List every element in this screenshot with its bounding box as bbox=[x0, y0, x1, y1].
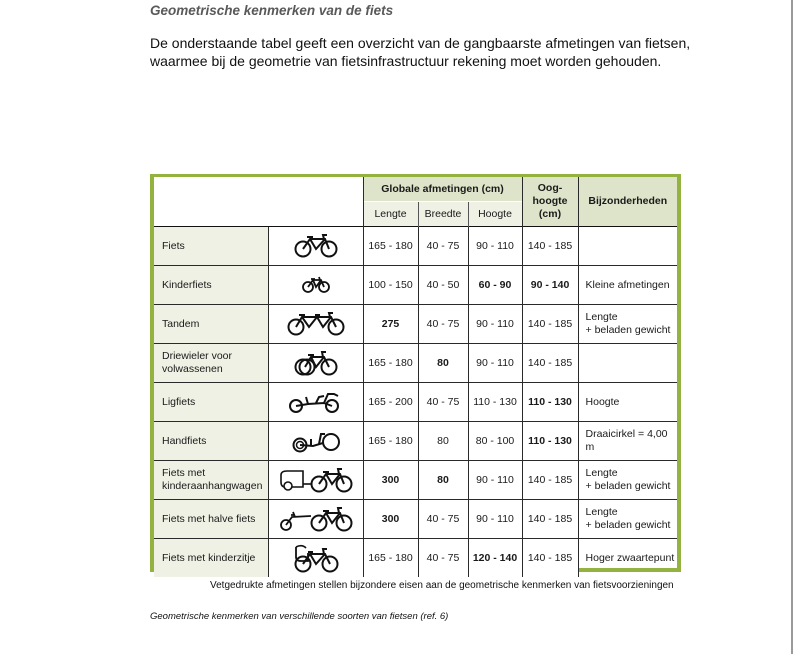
bicycle-with-child-seat-icon bbox=[268, 539, 363, 578]
cell-length: 165 - 200 bbox=[363, 383, 418, 422]
table-row bbox=[154, 539, 677, 578]
cell-height: 90 - 110 bbox=[468, 461, 522, 500]
intro-paragraph: De onderstaande tabel geeft een overzicht van de gangbaarste afmetingen van fietsen, waarmee bij de geometrie van fietsinfrastructuur rekening moet worden gehouden. bbox=[150, 35, 691, 69]
cell-width: 40 - 75 bbox=[418, 500, 468, 539]
row-label: Ligfiets bbox=[154, 383, 268, 422]
cell-height: 90 - 110 bbox=[468, 305, 522, 344]
header-blank bbox=[154, 177, 363, 227]
cell-length: 165 - 180 bbox=[363, 539, 418, 578]
row-label: Fiets met kinderzitje bbox=[154, 539, 268, 578]
cell-notes: Hoogte bbox=[578, 383, 677, 422]
cell-width: 80 bbox=[418, 344, 468, 383]
header-height: Hoogte bbox=[468, 202, 522, 227]
cell-length: 165 - 180 bbox=[363, 422, 418, 461]
row-label: Tandem bbox=[154, 305, 268, 344]
cell-eye-height: 140 - 185 bbox=[522, 539, 578, 578]
cell-height: 90 - 110 bbox=[468, 344, 522, 383]
table-row bbox=[154, 383, 677, 422]
cell-width: 40 - 50 bbox=[418, 266, 468, 305]
cell-eye-height: 110 - 130 bbox=[522, 422, 578, 461]
cell-width: 40 - 75 bbox=[418, 383, 468, 422]
header-length: Lengte bbox=[363, 202, 418, 227]
cell-eye-height: 140 - 185 bbox=[522, 500, 578, 539]
cell-notes: Draaicirkel = 4,00 m bbox=[578, 422, 677, 461]
table-row bbox=[154, 461, 677, 500]
row-label: Driewieler voor volwassenen bbox=[154, 344, 268, 383]
child-bicycle-icon bbox=[268, 266, 363, 305]
row-label: Fiets bbox=[154, 227, 268, 266]
cell-eye-height: 140 - 185 bbox=[522, 461, 578, 500]
cell-eye-height: 140 - 185 bbox=[522, 227, 578, 266]
table-row bbox=[154, 422, 677, 461]
cell-height: 120 - 140 bbox=[468, 539, 522, 578]
section-title: Geometrische kenmerken van de fiets bbox=[150, 3, 394, 18]
cell-eye-height: 140 - 185 bbox=[522, 344, 578, 383]
cell-length: 300 bbox=[363, 461, 418, 500]
cell-notes: Lengte + beladen gewicht bbox=[578, 305, 677, 344]
cell-height: 80 - 100 bbox=[468, 422, 522, 461]
cell-width: 40 - 75 bbox=[418, 305, 468, 344]
table-row bbox=[154, 227, 677, 266]
row-label: Fiets met halve fiets bbox=[154, 500, 268, 539]
cell-width: 80 bbox=[418, 422, 468, 461]
cell-height: 60 - 90 bbox=[468, 266, 522, 305]
cell-length: 275 bbox=[363, 305, 418, 344]
header-width: Breedte bbox=[418, 202, 468, 227]
cell-notes bbox=[578, 227, 677, 266]
row-label: Handfiets bbox=[154, 422, 268, 461]
cell-length: 100 - 150 bbox=[363, 266, 418, 305]
page-edge bbox=[791, 0, 793, 654]
cell-length: 165 - 180 bbox=[363, 227, 418, 266]
bold-legend-note: Vetgedrukte afmetingen stellen bijzondere eisen aan de geometrische kenmerken van fietsvoorzieningen bbox=[210, 580, 674, 591]
table-row bbox=[154, 305, 677, 344]
tricycle-icon bbox=[268, 344, 363, 383]
row-label: Kinderfiets bbox=[154, 266, 268, 305]
bicycle-icon bbox=[268, 227, 363, 266]
recumbent-bicycle-icon bbox=[268, 383, 363, 422]
cell-notes: Lengte + beladen gewicht bbox=[578, 500, 677, 539]
cell-eye-height: 90 - 140 bbox=[522, 266, 578, 305]
header-eye-height: Oog- hoogte (cm) bbox=[522, 177, 578, 227]
bicycle-with-trailer-icon bbox=[268, 461, 363, 500]
header-global-dimensions: Globale afmetingen (cm) bbox=[363, 177, 522, 202]
cell-width: 40 - 75 bbox=[418, 227, 468, 266]
cell-notes bbox=[578, 344, 677, 383]
row-label: Fiets met kinderaanhangwagen bbox=[154, 461, 268, 500]
table-row bbox=[154, 344, 677, 383]
cell-height: 110 - 130 bbox=[468, 383, 522, 422]
table-row bbox=[154, 500, 677, 539]
cell-length: 165 - 180 bbox=[363, 344, 418, 383]
bicycle-dimensions-table bbox=[150, 174, 681, 572]
cell-notes: Lengte + beladen gewicht bbox=[578, 461, 677, 500]
cell-height: 90 - 110 bbox=[468, 500, 522, 539]
cell-height: 90 - 110 bbox=[468, 227, 522, 266]
table-caption: Geometrische kenmerken van verschillende soorten van fietsen (ref. 6) bbox=[150, 611, 449, 622]
header-notes: Bijzonderheden bbox=[578, 177, 677, 227]
cell-eye-height: 110 - 130 bbox=[522, 383, 578, 422]
cell-width: 40 - 75 bbox=[418, 539, 468, 578]
table-row bbox=[154, 266, 677, 305]
cell-length: 300 bbox=[363, 500, 418, 539]
cell-notes: Hoger zwaartepunt bbox=[578, 539, 677, 578]
tandem-icon bbox=[268, 305, 363, 344]
handbike-icon bbox=[268, 422, 363, 461]
cell-width: 80 bbox=[418, 461, 468, 500]
cell-eye-height: 140 - 185 bbox=[522, 305, 578, 344]
cell-notes: Kleine afmetingen bbox=[578, 266, 677, 305]
bicycle-with-trailer-bike-icon bbox=[268, 500, 363, 539]
